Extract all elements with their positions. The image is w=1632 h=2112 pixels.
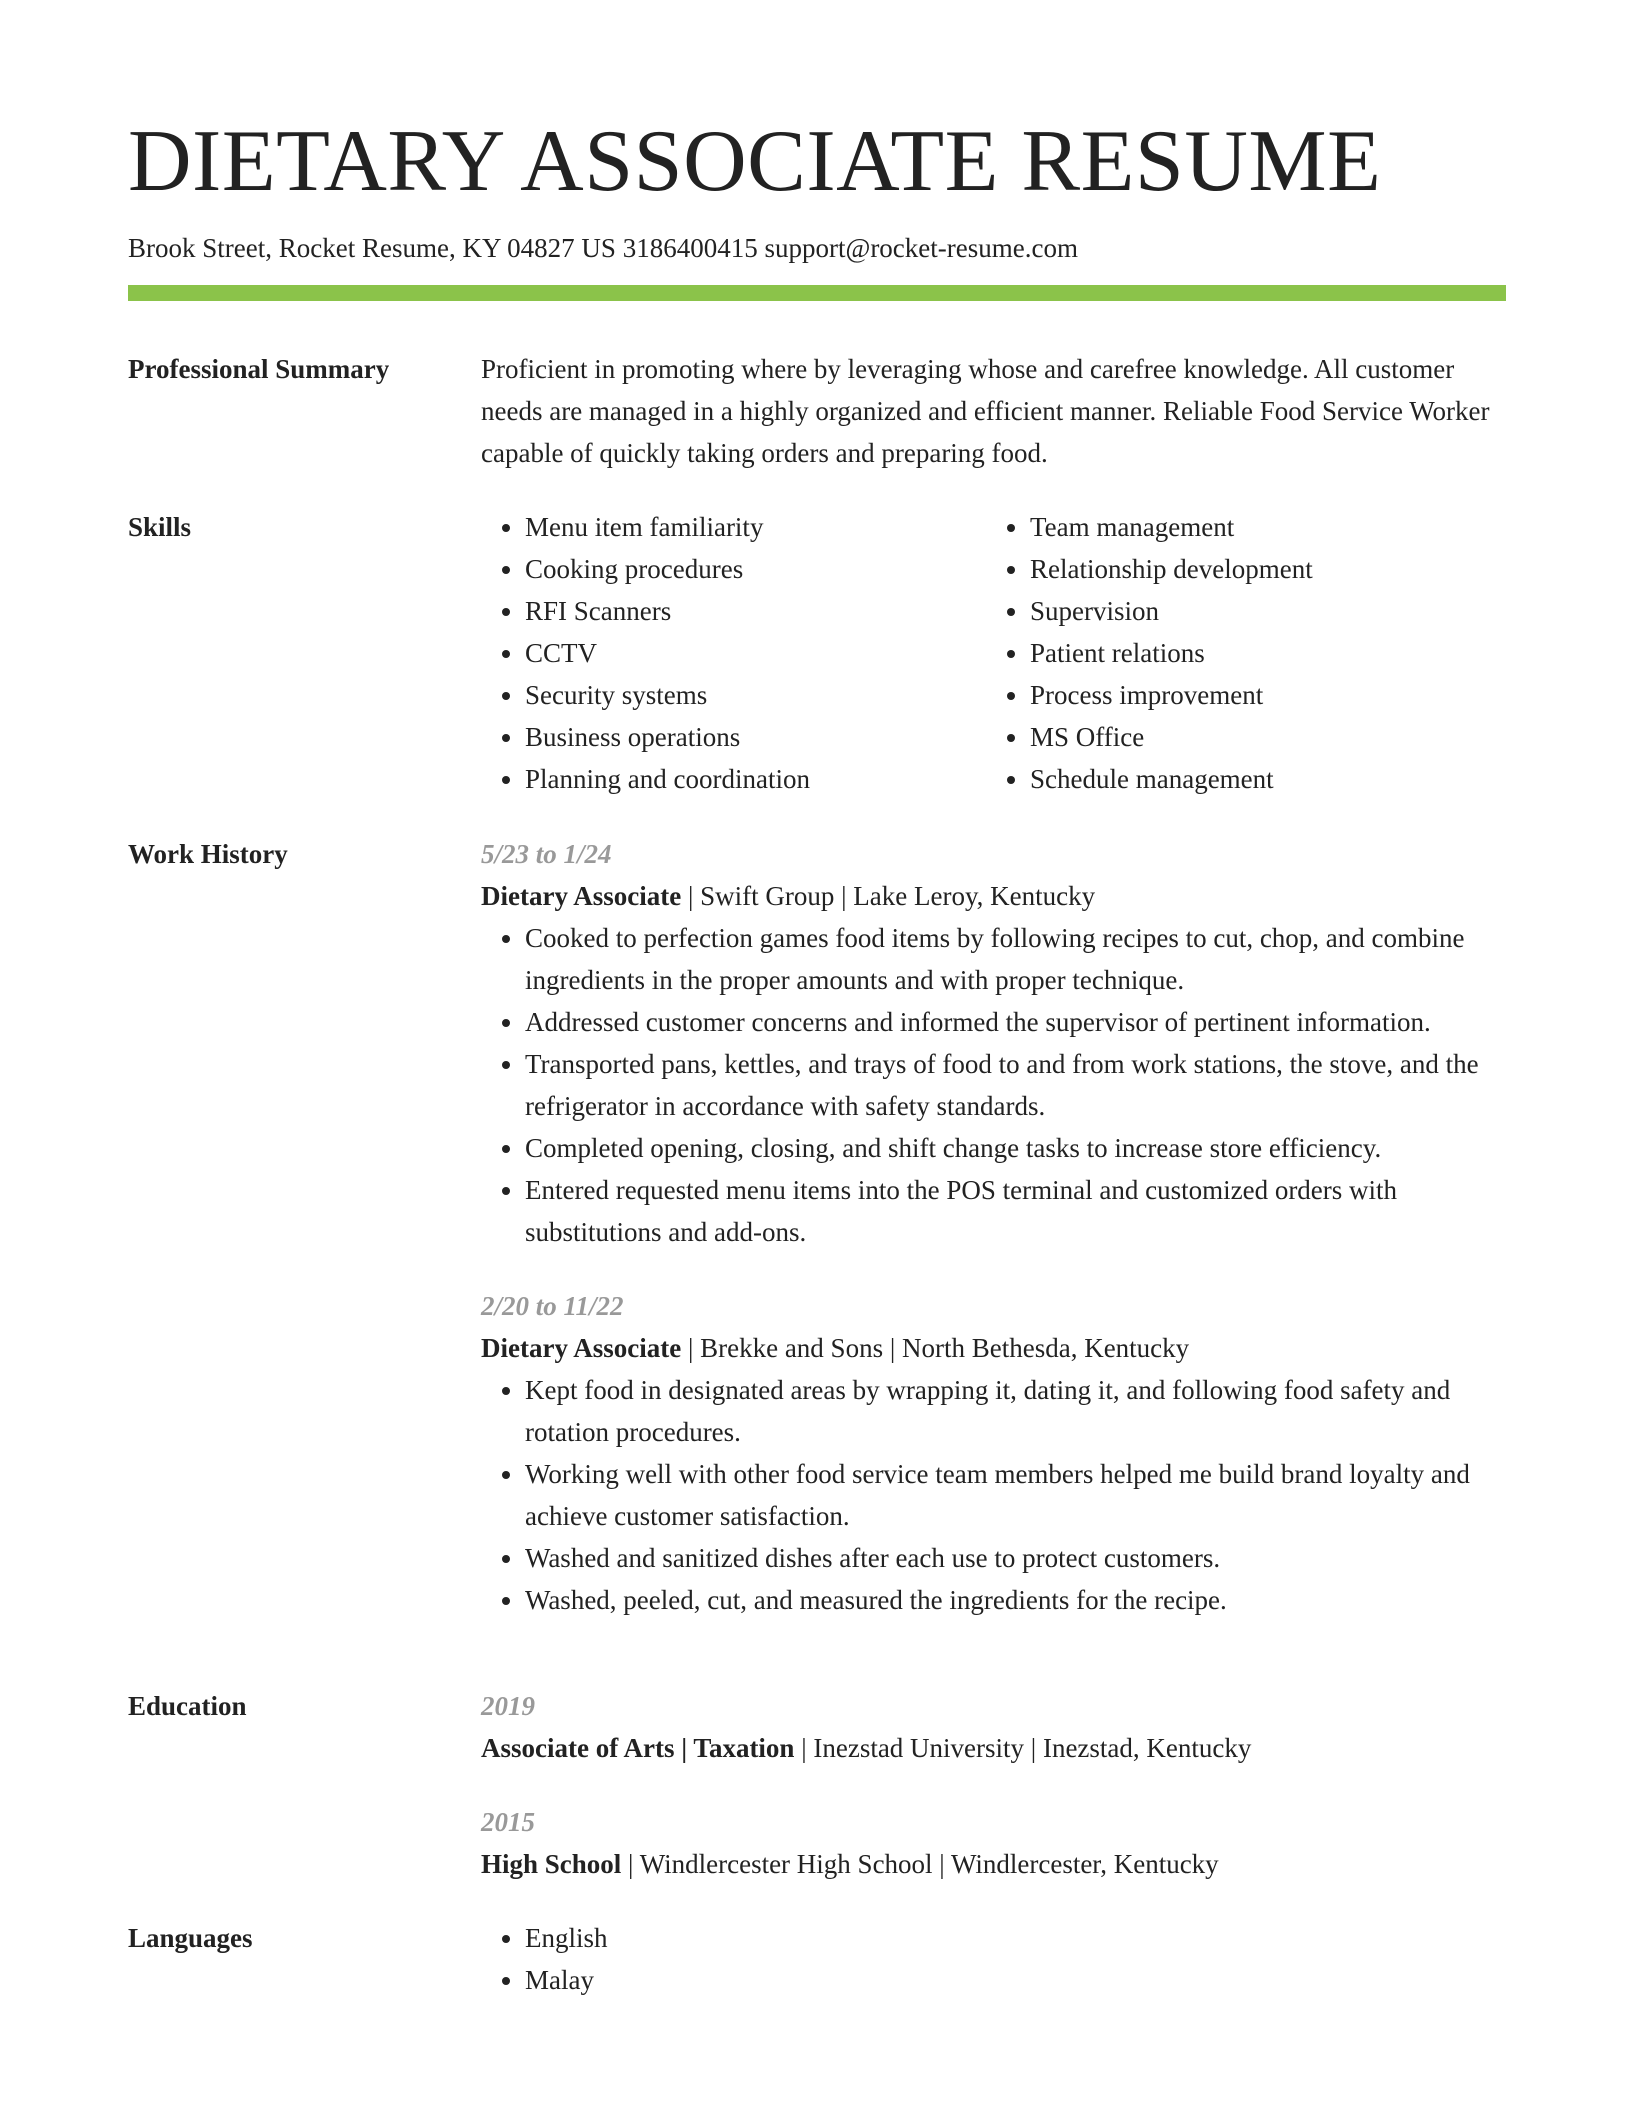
skills-body xyxy=(481,506,1506,800)
education-heading: Education xyxy=(128,1691,247,1721)
job-bullet: • Cooked to perfection games food items by following recipes to cut, chop, and combine ingredients in the proper amounts and with proper technique. xyxy=(525,917,1506,1001)
skills-column-left xyxy=(481,506,986,800)
summary-text: Proficient in promoting where by leveraging whose and carefree knowledge. All customer needs are managed in a highly organized and efficient manner. Reliable Food Service Worker capable of quickly taking orders and preparing food. xyxy=(481,354,1490,468)
job-role-line xyxy=(481,875,1506,917)
education-line xyxy=(481,1727,1506,1769)
job-bullet: • Completed opening, closing, and shift change tasks to increase store efficiency. xyxy=(525,1127,1506,1169)
skill-item: • Patient relations xyxy=(1030,632,1491,674)
job-bullet: • Transported pans, kettles, and trays of food to and from work stations, the stove, and the refrigerator in accordance with safety standards. xyxy=(525,1043,1506,1127)
job-bullet: • Washed, peeled, cut, and measured the ingredients for the recipe. xyxy=(525,1579,1506,1621)
education-body xyxy=(481,1685,1506,1885)
skills-heading: Skills xyxy=(128,512,192,542)
skill-item: • RFI Scanners xyxy=(525,590,986,632)
languages-body xyxy=(481,1917,1506,2001)
education-year: 2019 xyxy=(481,1691,535,1721)
education-details: | Windlercester High School | Windlercester, Kentucky xyxy=(621,1849,1219,1879)
work-history-body xyxy=(481,833,1506,1621)
education-entry xyxy=(481,1801,1506,1885)
job-title: Dietary Associate xyxy=(481,1333,682,1363)
skill-item: • Schedule management xyxy=(1030,758,1491,800)
resume-title: DIETARY ASSOCIATE RESUME xyxy=(128,113,1382,210)
contact-line: Brook Street, Rocket Resume, KY 04827 US 3186400415 support@rocket-resume.com xyxy=(128,233,1078,263)
skill-item: • Relationship development xyxy=(1030,548,1491,590)
skill-item: • MS Office xyxy=(1030,716,1491,758)
education-year: 2015 xyxy=(481,1807,535,1837)
skill-item: • Security systems xyxy=(525,674,986,716)
education-details: | Inezstad University | Inezstad, Kentucky xyxy=(794,1733,1252,1763)
skill-item: • CCTV xyxy=(525,632,986,674)
job-role-line xyxy=(481,1327,1506,1369)
education-line xyxy=(481,1843,1506,1885)
education-entry xyxy=(481,1685,1506,1769)
skills-column-right xyxy=(986,506,1491,800)
job-bullet: • Kept food in designated areas by wrapping it, dating it, and following food safety and rotation procedures. xyxy=(525,1369,1506,1453)
skill-item: • Supervision xyxy=(1030,590,1491,632)
language-item: • Malay xyxy=(525,1959,1506,2001)
work-history-heading: Work History xyxy=(128,839,288,869)
job-bullet: • Entered requested menu items into the POS terminal and customized orders with substitutions and add-ons. xyxy=(525,1169,1506,1253)
skill-item: • Business operations xyxy=(525,716,986,758)
languages-heading: Languages xyxy=(128,1923,253,1953)
job-entry xyxy=(481,833,1506,1253)
education-degree: Associate of Arts | Taxation xyxy=(481,1733,795,1763)
education-degree: High School xyxy=(481,1849,622,1879)
job-entry xyxy=(481,1285,1506,1621)
skill-item: • Team management xyxy=(1030,506,1491,548)
accent-divider xyxy=(128,285,1506,301)
job-details: | Brekke and Sons | North Bethesda, Kentucky xyxy=(681,1333,1190,1363)
skill-item: • Menu item familiarity xyxy=(525,506,986,548)
job-details: | Swift Group | Lake Leroy, Kentucky xyxy=(681,881,1096,911)
summary-body xyxy=(481,348,1506,474)
job-dates: 5/23 to 1/24 xyxy=(481,839,612,869)
skill-item: • Planning and coordination xyxy=(525,758,986,800)
skill-item: • Process improvement xyxy=(1030,674,1491,716)
skill-item: • Cooking procedures xyxy=(525,548,986,590)
job-bullet: • Washed and sanitized dishes after each use to protect customers. xyxy=(525,1537,1506,1579)
job-bullet: • Addressed customer concerns and informed the supervisor of pertinent information. xyxy=(525,1001,1506,1043)
summary-heading: Professional Summary xyxy=(128,354,390,384)
job-dates: 2/20 to 11/22 xyxy=(481,1291,624,1321)
job-title: Dietary Associate xyxy=(481,881,682,911)
language-item: • English xyxy=(525,1917,1506,1959)
job-bullet: • Working well with other food service team members helped me build brand loyalty and achieve customer satisfaction. xyxy=(525,1453,1506,1537)
